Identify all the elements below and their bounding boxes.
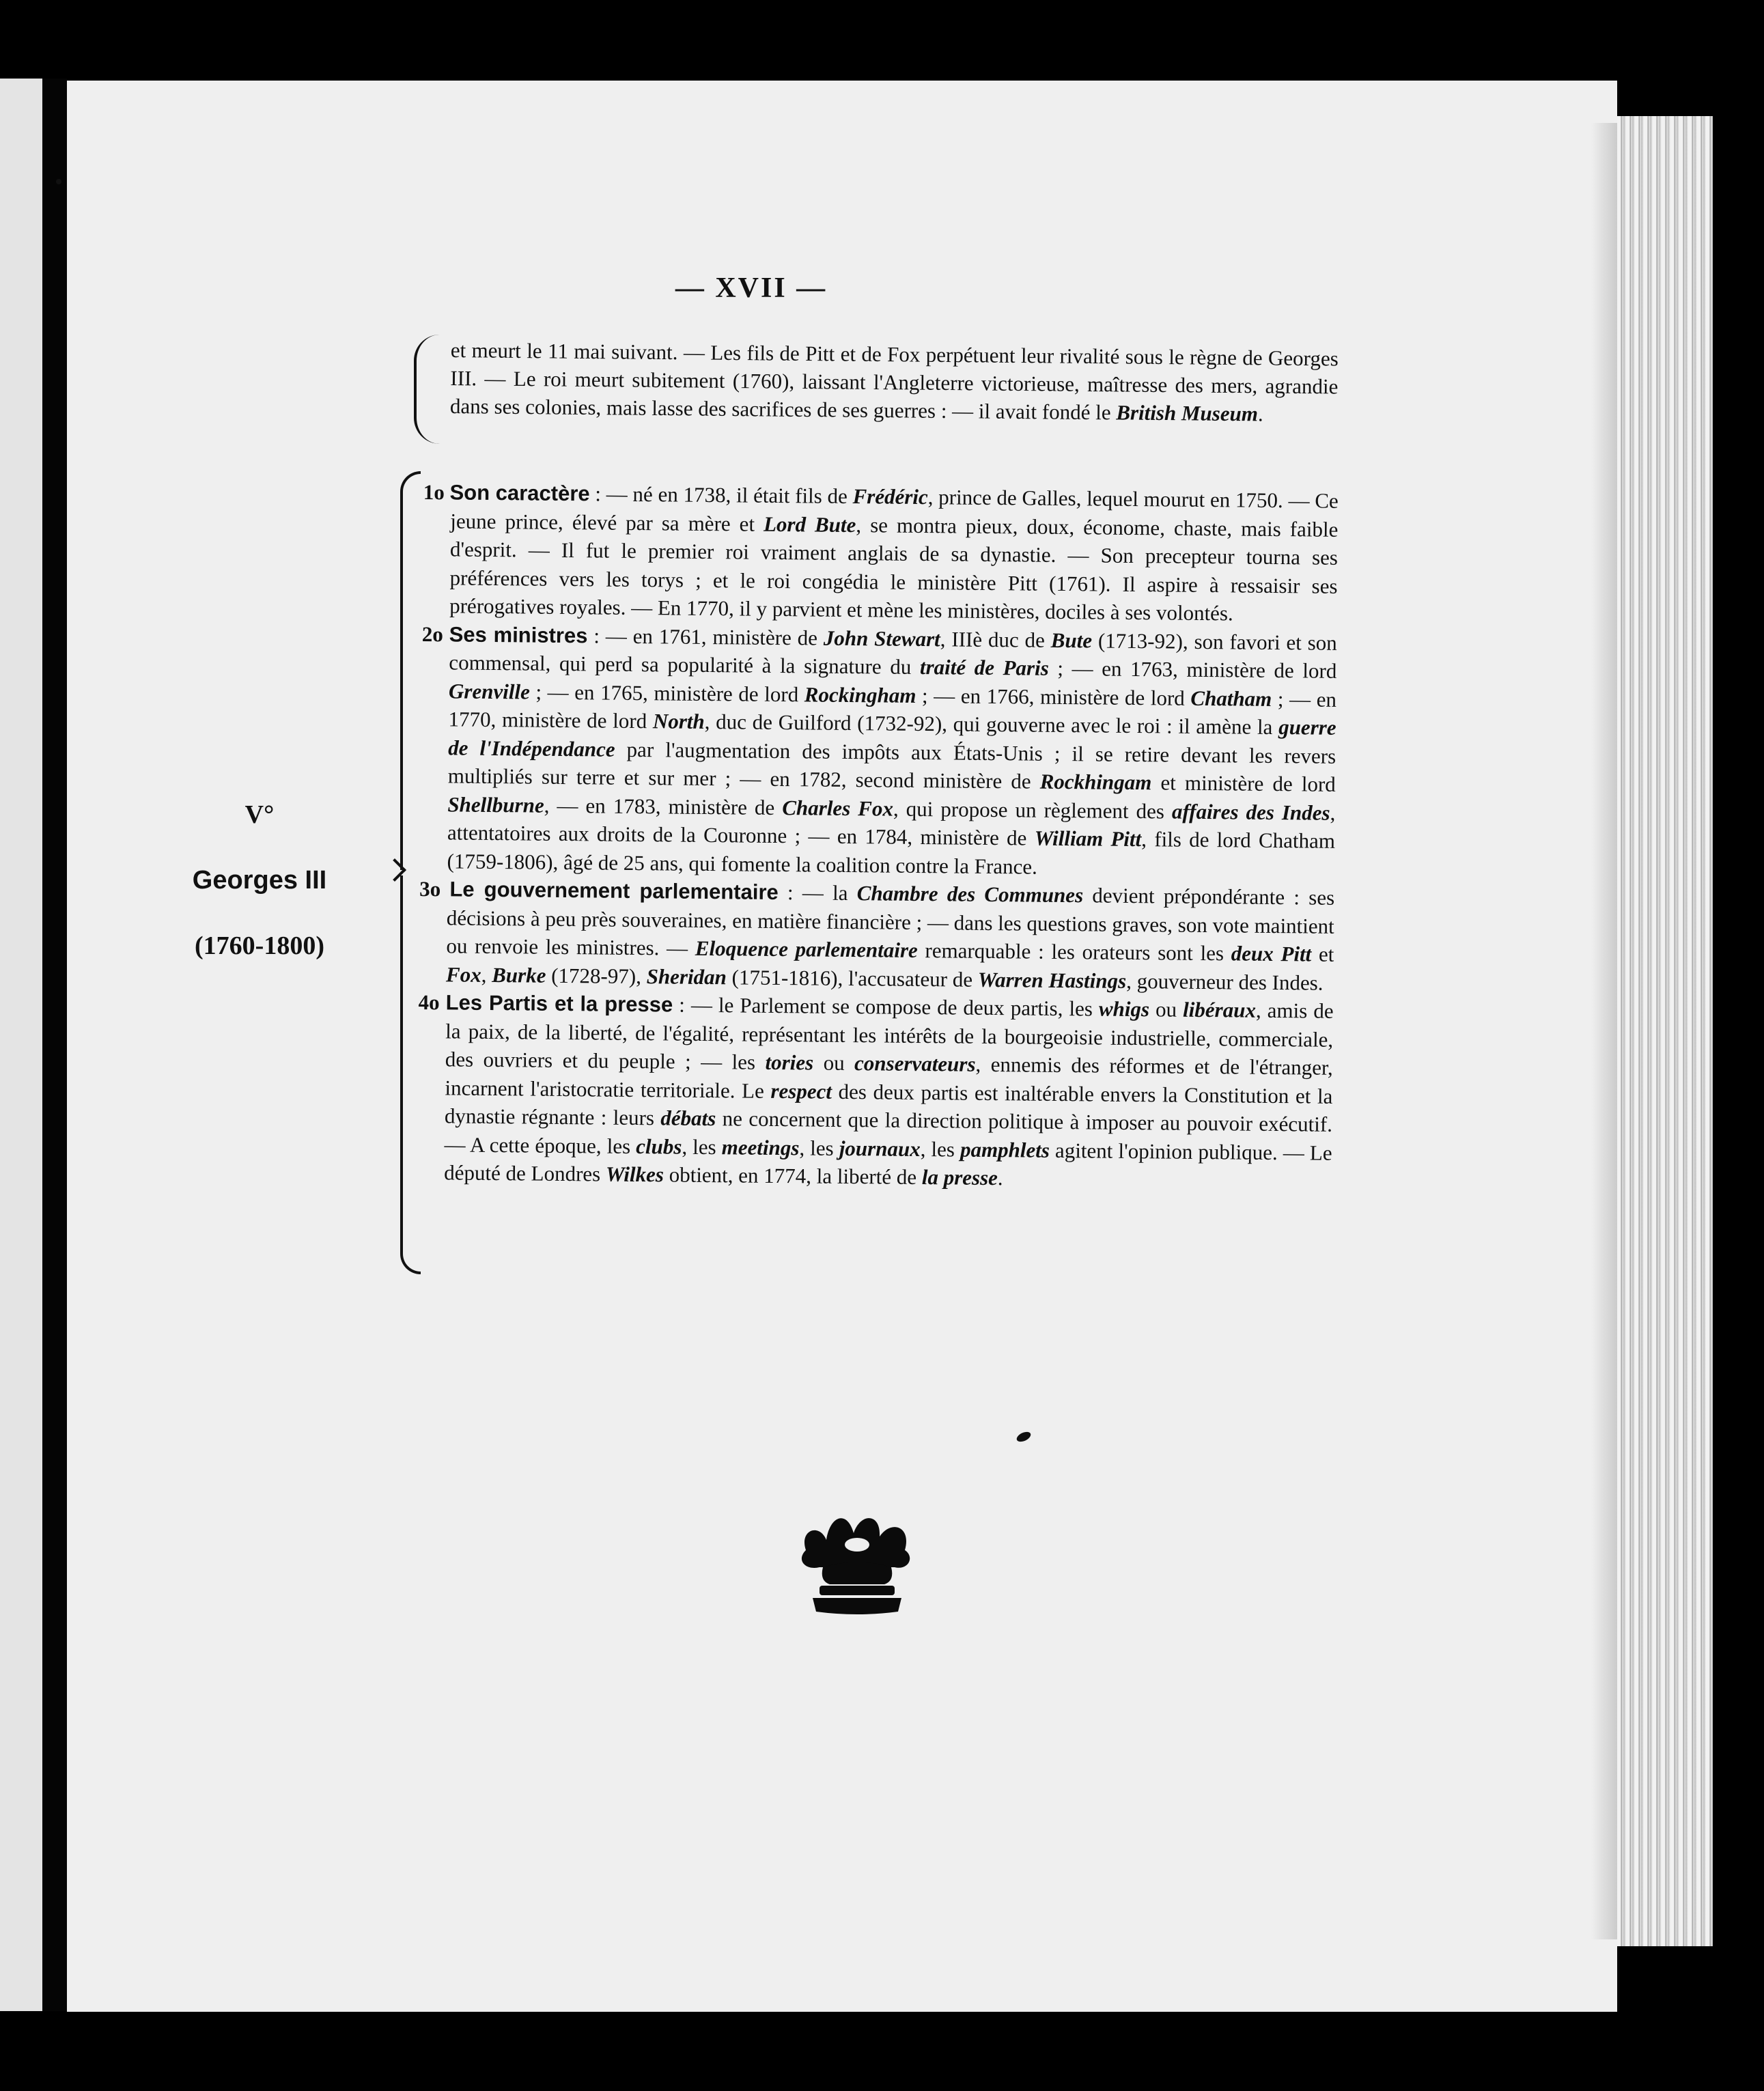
printer-ornament-icon xyxy=(792,1502,922,1618)
margin-heading xyxy=(164,782,355,979)
museum-name: British Museum xyxy=(1116,400,1259,426)
page-edge-shadow xyxy=(1591,123,1619,1939)
intro-bracket xyxy=(414,335,440,444)
section-heading: Les Partis et la presse xyxy=(445,990,673,1017)
reign-years: (1760-1800) xyxy=(195,931,324,960)
facing-page-edge xyxy=(0,79,42,2011)
reign-summary xyxy=(417,478,1339,1195)
section-heading: Le gouvernement parlementaire xyxy=(449,877,779,905)
intro-paragraph xyxy=(450,336,1339,428)
page-stack-edges xyxy=(1617,116,1713,1946)
section-character: 1o Son caractère : — né en 1738, il était fils de Frédéric, prince de Galles, lequel mourut en 1750. — Ce jeune prince, élevé par sa mère et Lord Bute, se montra pieux, doux, économe, chaste, mais faible d'esprit. — Il fut le premier roi vraiment anglais de sa dynastie. — Son precepteur tourna ses préférences vers les torys ; et le roi congédia le ministère Pitt (1761). Il aspire à ressaisir ses prérogatives royales. — En 1770, il y parvient et mène les ministères, dociles à ses volontés. xyxy=(423,479,1339,626)
intro-end: . xyxy=(1257,402,1263,426)
main-brace-upper xyxy=(400,471,421,870)
intro-text: et meurt le 11 mai suivant. — Les fils de Pitt et de Fox perpétuent leur rivalité sous le règne de Georges III. — Le roi meurt subitement (1760), laissant l'Angleterre victorieuse, maîtresse des mers, agrandie dans ses colonies, mais lasse des sacrifices de ses guerres : — il avait fondé le xyxy=(449,337,1339,425)
page-number: — XVII — xyxy=(675,272,828,304)
king-name: Georges III xyxy=(192,866,327,895)
section-ministers: 2o Ses ministres : — en 1761, ministère de John Stewart, IIIè duc de Bute (1713-92), son favori et son commensal, qui perd sa popularité à la signature du traité de Paris ; — en 1763, ministère de lord Grenville ; — en 1765, ministère de lord Rockingham ; — en 1766, ministère de lord Chatham ; — en 1770, ministère de lord North, duc de Guilford (1732-92), qui gouverne avec le roi : il amène la guerre de l'Indépendance par l'augmentation des impôts aux États-Unis ; il se retire devant les revers multipliés sur terre et sur mer ; — en 1782, second ministère de Rockhingam et ministère de lord Shellburne, — en 1783, ministère de Charles Fox, qui propose un règlement des affaires des Indes, attentatoires aux droits de la Couronne ; — en 1784, ministère de William Pitt, fils de lord Chatham (1759-1806), âgé de 25 ans, qui fomente la coalition contre la France. xyxy=(421,621,1337,879)
reign-numeral: V° xyxy=(244,800,275,829)
section-parties-press: 4o Les Partis et la presse : — le Parlement se compose de deux partis, les whigs ou libéraux, amis de la paix, de la liberté, de l'égalité, représentant les intérêts de la bourgeoisie industrielle, commerciale, des ouvriers et du peuple ; — les tories ou conservateurs, ennemis des réformes et de l'étranger, incarnent l'aristocratie territoriale. Le respect des deux partis est inaltérable envers la Constitution et la dynastie régnante : leurs débats ne concernent que la direction politique à imposer au pouvoir exécutif. — A cette époque, les clubs, les meetings, les journaux, les pamphlets agitent l'opinion publique. — Le député de Londres Wilkes obtient, en 1774, la liberté de la presse. xyxy=(418,990,1334,1190)
section-heading: Son caractère xyxy=(449,480,590,506)
section-heading: Ses ministres xyxy=(449,621,588,647)
book-gutter xyxy=(42,79,67,2011)
ink-speck xyxy=(56,179,61,184)
section-government: 3o Le gouvernement parlementaire : — la Chambre des Communes devient prépondérante : ses décisions à peu près souveraines, en matière financière ; — dans les questions graves, son vote maintient ou renvoie les ministres. — Eloquence parlementaire remarquable : les orateurs sont les deux Pitt et Fox, Burke (1728-97), Sheridan (1751-1816), l'accusateur de Warren Hastings, gouverneur des Indes. xyxy=(419,876,1335,995)
